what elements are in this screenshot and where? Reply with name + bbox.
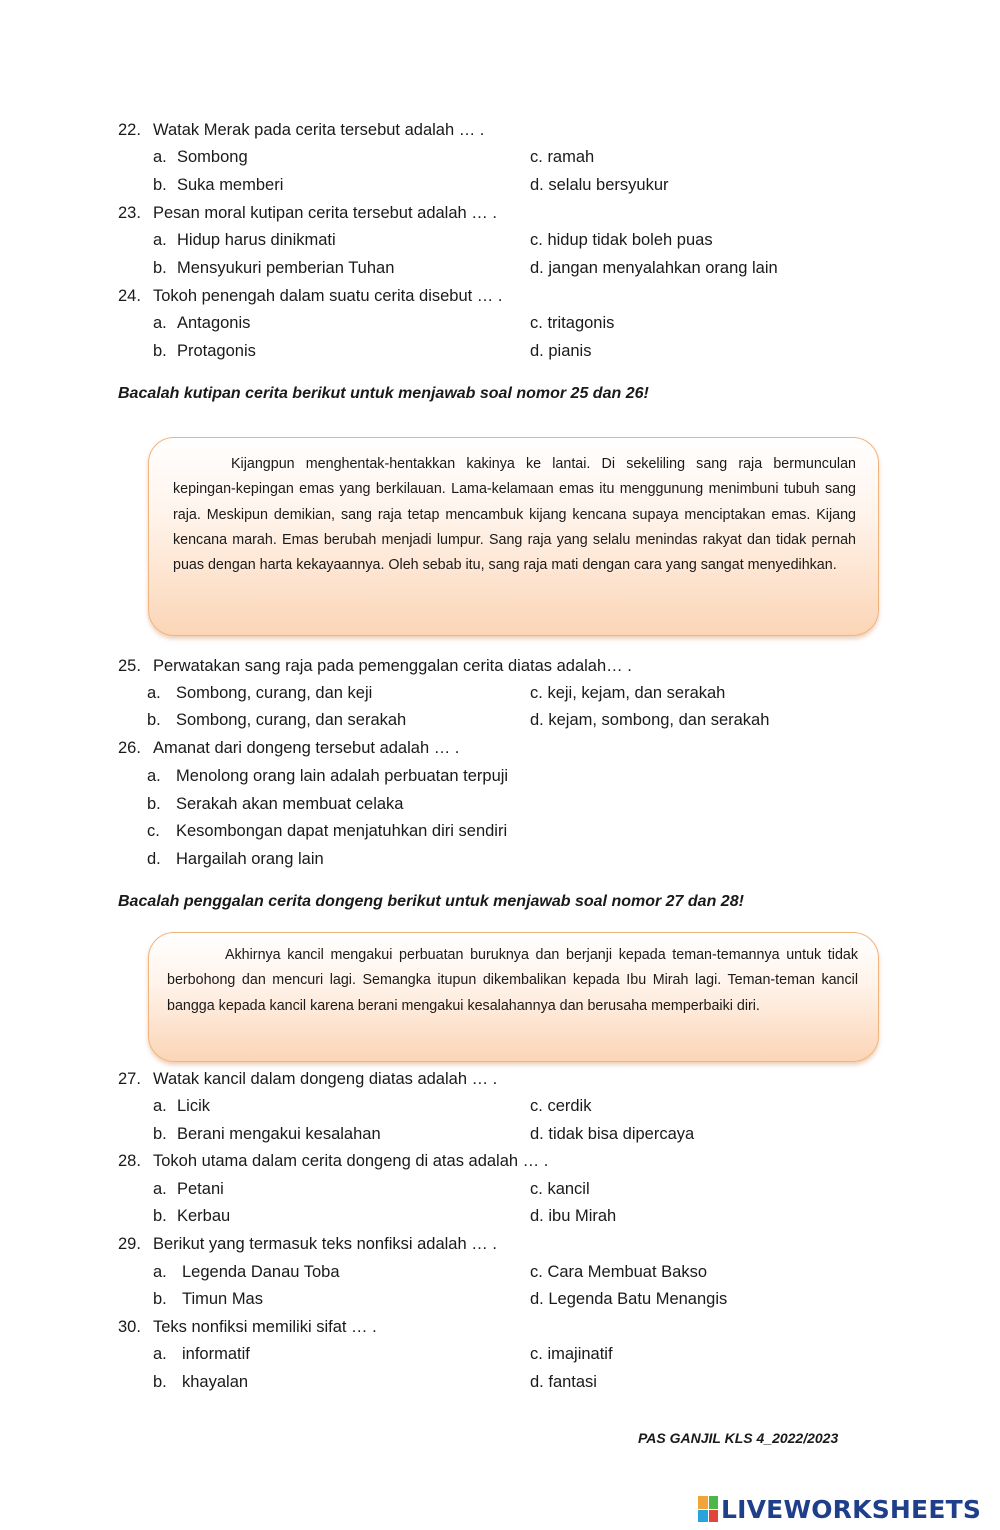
question-22 [118, 120, 484, 140]
option-text: jangan menyalahkan orang lain [548, 259, 778, 277]
question-text: Perwatakan sang raja pada pemenggalan cerita diatas adalah… . [153, 657, 632, 675]
option-text: Suka memberi [177, 176, 284, 194]
option-text: tidak bisa dipercaya [548, 1125, 695, 1143]
option-letter: b. [153, 259, 167, 277]
logo-text: LIVEWORKSHEETS [721, 1494, 982, 1524]
option-letter: c. [530, 314, 543, 332]
option-letter: b. [153, 1207, 167, 1225]
question-number: 30. [118, 1318, 141, 1336]
page-footer: PAS GANJIL KLS 4_2022/2023 [638, 1430, 839, 1446]
option-25c[interactable] [530, 683, 725, 703]
option-text: Petani [177, 1180, 224, 1198]
option-text: Licik [177, 1097, 211, 1115]
option-22b[interactable] [153, 175, 283, 195]
option-text: fantasi [548, 1373, 597, 1391]
option-text: Sombong, curang, dan keji [176, 684, 373, 702]
option-letter: b. [147, 795, 161, 813]
question-27 [118, 1069, 497, 1089]
option-text: Menolong orang lain adalah perbuatan terpuji [176, 767, 509, 785]
option-letter: d. [530, 1290, 544, 1308]
option-letter: a. [153, 1263, 167, 1281]
option-letter: b. [153, 1290, 167, 1308]
option-letter: a. [153, 1097, 167, 1115]
option-27d[interactable] [530, 1124, 694, 1144]
option-23d[interactable] [530, 258, 778, 278]
option-22d[interactable] [530, 175, 669, 195]
option-text: Hargailah orang lain [176, 850, 324, 868]
option-24a[interactable] [153, 313, 250, 333]
option-29b[interactable] [153, 1289, 263, 1309]
option-letter: c. [530, 231, 543, 249]
instruction-27-28: Bacalah penggalan cerita dongeng berikut untuk menjawab soal nomor 27 dan 28! [118, 893, 744, 910]
option-letter: a. [147, 684, 161, 702]
option-26d[interactable] [147, 849, 324, 869]
option-letter: d. [530, 711, 544, 729]
option-text: Hidup harus dinikmati [177, 231, 336, 249]
option-letter: c. [530, 148, 543, 166]
option-text: Mensyukuri pemberian Tuhan [177, 259, 395, 277]
option-text: cerdik [547, 1097, 592, 1115]
option-26a[interactable] [147, 766, 508, 786]
option-letter: d. [530, 259, 544, 277]
question-number: 25. [118, 657, 141, 675]
option-letter: c. [147, 822, 160, 840]
question-25 [118, 656, 632, 676]
option-27c[interactable] [530, 1096, 591, 1116]
question-23 [118, 203, 497, 223]
question-26 [118, 738, 459, 758]
option-30b[interactable] [153, 1372, 248, 1392]
option-24c[interactable] [530, 313, 614, 333]
option-23a[interactable] [153, 230, 336, 250]
option-letter: b. [153, 1125, 167, 1143]
question-text: Teks nonfiksi memiliki sifat … . [153, 1318, 377, 1336]
option-letter: c. [530, 1345, 543, 1363]
instruction-25-26: Bacalah kutipan cerita berikut untuk menjawab soal nomor 25 dan 26! [118, 385, 649, 402]
option-text: Cara Membuat Bakso [547, 1263, 708, 1281]
option-27a[interactable] [153, 1096, 210, 1116]
option-30d[interactable] [530, 1372, 597, 1392]
option-text: Kerbau [177, 1207, 231, 1225]
option-text: kancil [547, 1180, 590, 1198]
story-box-2 [148, 932, 879, 1062]
option-letter: c. [530, 1180, 543, 1198]
option-29a[interactable] [153, 1262, 340, 1282]
option-letter: d. [147, 850, 161, 868]
option-26c[interactable] [147, 821, 507, 841]
option-22c[interactable] [530, 147, 594, 167]
option-28d[interactable] [530, 1206, 616, 1226]
option-25d[interactable] [530, 710, 769, 730]
option-24b[interactable] [153, 341, 256, 361]
question-text: Pesan moral kutipan cerita tersebut adalah … . [153, 204, 497, 222]
option-text: Sombong, curang, dan serakah [176, 711, 407, 729]
option-text: khayalan [182, 1373, 249, 1391]
option-letter: c. [530, 1097, 543, 1115]
question-30 [118, 1317, 377, 1337]
option-letter: d. [530, 1207, 544, 1225]
option-27b[interactable] [153, 1124, 381, 1144]
question-number: 22. [118, 121, 141, 139]
option-text: ibu Mirah [548, 1207, 617, 1225]
question-number: 28. [118, 1152, 141, 1170]
option-30a[interactable] [153, 1344, 250, 1364]
option-22a[interactable] [153, 147, 248, 167]
option-29d[interactable] [530, 1289, 727, 1309]
option-letter: d. [530, 176, 544, 194]
option-text: Timun Mas [182, 1290, 263, 1308]
story-box-1 [148, 437, 879, 636]
question-number: 29. [118, 1235, 141, 1253]
option-letter: a. [153, 1180, 167, 1198]
liveworksheets-logo[interactable] [698, 1492, 981, 1526]
story-passage-2: Akhirnya kancil mengakui perbuatan buruknya dan berjanji kepada teman-temannya untuk tidak berbohong dan mencuri lagi. Semangka itupun dikembalikan kepada Ibu Mirah lagi. Teman-teman kancil bangga kepada kancil karena berani mengakui kesalahannya dan berusaha memperbaiki diri. [167, 947, 858, 1014]
option-28a[interactable] [153, 1179, 224, 1199]
question-text: Watak Merak pada cerita tersebut adalah … . [153, 121, 485, 139]
option-text: hidup tidak boleh puas [547, 231, 713, 249]
option-letter: a. [153, 314, 167, 332]
option-text: pianis [548, 342, 592, 360]
option-letter: c. [530, 1263, 543, 1281]
question-text: Berikut yang termasuk teks nonfiksi adalah … . [153, 1235, 497, 1253]
option-letter: b. [153, 176, 167, 194]
option-letter: d. [530, 342, 544, 360]
option-text: Protagonis [177, 342, 256, 360]
option-text: keji, kejam, dan serakah [547, 684, 726, 702]
option-text: Antagonis [177, 314, 251, 332]
option-text: kejam, sombong, dan serakah [548, 711, 770, 729]
option-letter: a. [153, 1345, 167, 1363]
question-24 [118, 286, 502, 306]
liveworksheets-logo-icon [698, 1496, 718, 1522]
option-letter: a. [147, 767, 161, 785]
option-letter: b. [153, 342, 167, 360]
question-number: 24. [118, 287, 141, 305]
option-letter: d. [530, 1125, 544, 1143]
story-passage-1: Kijangpun menghentak-hentakkan kakinya ke lantai. Di sekeliling sang raja bermunculan kepingan-kepingan emas yang berkilauan. Lama-kelamaan emas itu menggunung menimbuni tubuh sang raja. Meskipun demikian, sang raja tetap mencambuk kijang kencana supaya menciptakan emas. Kijang kencana marah. Emas berubah menjadi lumpur. Sang raja yang selalu menindas rakyat dan tidak pernah puas dengan harta kekayaannya. Oleh sebab itu, sang raja mati dengan cara yang sangat menyedihkan. [173, 456, 856, 574]
question-number: 26. [118, 739, 141, 757]
option-text: Legenda Batu Menangis [548, 1290, 728, 1308]
question-number: 27. [118, 1070, 141, 1088]
option-text: selalu bersyukur [548, 176, 669, 194]
option-text: Serakah akan membuat celaka [176, 795, 404, 813]
option-letter: a. [153, 148, 167, 166]
option-text: tritagonis [547, 314, 615, 332]
option-24d[interactable] [530, 341, 591, 361]
option-letter: c. [530, 684, 543, 702]
option-25b[interactable] [147, 710, 406, 730]
option-28c[interactable] [530, 1179, 590, 1199]
option-text: imajinatif [547, 1345, 613, 1363]
question-text: Tokoh penengah dalam suatu cerita disebut … . [153, 287, 503, 305]
option-26b[interactable] [147, 794, 403, 814]
option-23b[interactable] [153, 258, 394, 278]
option-letter: d. [530, 1373, 544, 1391]
option-23c[interactable] [530, 230, 713, 250]
question-29 [118, 1234, 497, 1254]
option-text: Legenda Danau Toba [182, 1263, 340, 1281]
option-letter: a. [153, 231, 167, 249]
option-text: Sombong [177, 148, 248, 166]
option-29c[interactable] [530, 1262, 707, 1282]
option-text: Kesombongan dapat menjatuhkan diri sendiri [176, 822, 508, 840]
question-text: Tokoh utama dalam cerita dongeng di atas adalah … . [153, 1152, 549, 1170]
question-text: Amanat dari dongeng tersebut adalah … . [153, 739, 460, 757]
option-letter: b. [147, 711, 161, 729]
option-text: Berani mengakui kesalahan [177, 1125, 381, 1143]
question-number: 23. [118, 204, 141, 222]
question-28 [118, 1151, 548, 1171]
option-30c[interactable] [530, 1344, 613, 1364]
option-text: informatif [182, 1345, 250, 1363]
option-28b[interactable] [153, 1206, 230, 1226]
option-25a[interactable] [147, 683, 372, 703]
option-letter: b. [153, 1373, 167, 1391]
question-text: Watak kancil dalam dongeng diatas adalah … . [153, 1070, 498, 1088]
option-text: ramah [547, 148, 595, 166]
